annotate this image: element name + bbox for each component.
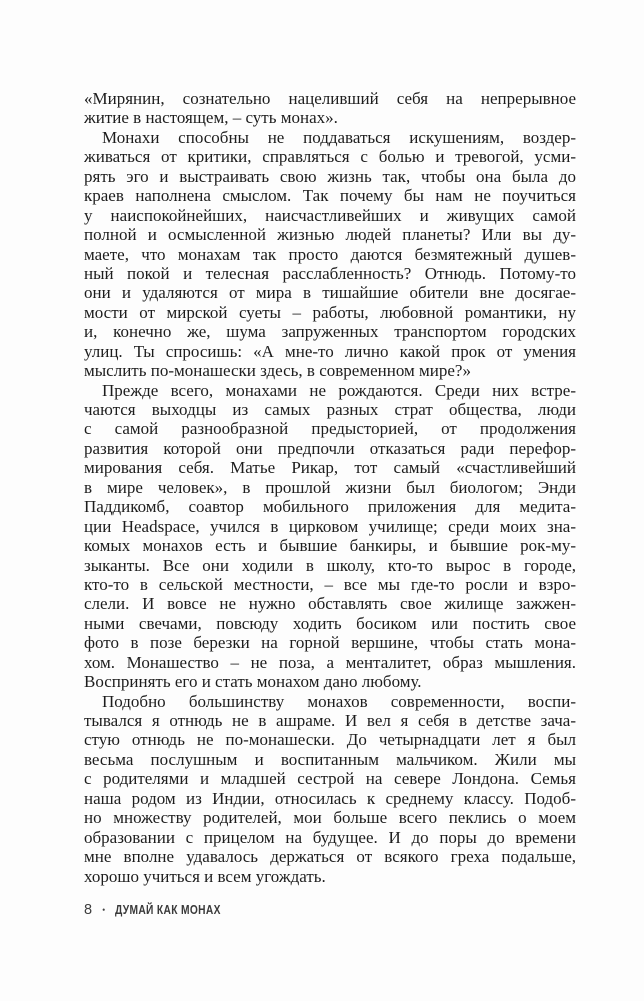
text-line: улиц. Ты спросишь: «А мне-то лично какой прок от умения: [84, 341, 576, 361]
text-line: весьма послушным и воспитанным мальчиком. Жили мы: [84, 749, 576, 769]
text-line: «Мирянин, сознательно нацеливший себя на непрерывное: [84, 89, 576, 108]
bullet-separator-icon: •: [102, 905, 106, 915]
text-line: полной и осмысленной жизнью людей планеты? Или вы ду-: [84, 225, 576, 245]
running-title: ДУМАЙ КАК МОНАХ: [115, 903, 222, 917]
text-line: но множеству родителей, мои больше всего пеклись о моем: [84, 808, 576, 828]
text-line: у наиспокойнейших, наисчастливейших и живущих самой: [84, 205, 576, 225]
text-line: стую отнюдь не по-монашески. До четырнадцати лет я был: [84, 730, 576, 750]
text-line: комых монахов есть и бывшие банкиры, и бывшие рок-му-: [84, 536, 576, 556]
body-text: [84, 89, 576, 886]
text-line: фото в позе березки на горной вершине, чтобы стать мона-: [84, 633, 576, 653]
text-line: с самой разнообразной предысторией, от продолжения: [84, 419, 576, 439]
text-line: в мире человек», в прошлой жизни был биологом; Энди: [84, 477, 576, 497]
text-line: и, конечно же, шума запруженных транспортом городских: [84, 322, 576, 342]
text-line: с родителями и младшей сестрой на севере Лондона. Семья: [84, 769, 576, 789]
text-line: житие в настоящем, – суть монах».: [84, 108, 338, 128]
paragraph: [84, 89, 576, 128]
text-line: зыканты. Все они ходили в школу, кто-то вырос в городе,: [84, 555, 576, 575]
text-line: ный покой и телесная расслабленность? Отнюдь. Потому-то: [84, 263, 576, 283]
text-line: Монахи способны не поддаваться искушениям, воздер-: [102, 127, 576, 147]
text-line: хом. Монашество – не поза, а менталитет, образ мышления.: [84, 652, 576, 672]
paragraph: [84, 381, 576, 692]
text-line: Подобно большинству монахов современности, воспи-: [102, 691, 576, 711]
text-line: мне вполне удавалось держаться от всякого греха подальше,: [84, 847, 576, 867]
text-line: кто-то в сельской местности, – все мы где-то росли и взро-: [84, 574, 576, 594]
page-footer: [84, 900, 244, 920]
text-line: живаться от критики, справляться с болью и тревогой, усми-: [84, 147, 576, 167]
text-line: Воспринять его и стать монахом дано любому.: [84, 672, 422, 692]
text-line: краев наполнена смыслом. Так почему бы нам не поучиться: [84, 186, 576, 206]
page-number: 8: [84, 902, 93, 918]
text-line: образовании с прицелом на будущее. И до поры до времени: [84, 827, 576, 847]
text-line: тывался я отнюдь не в ашраме. И вел я себя в детстве зача-: [84, 711, 576, 730]
text-line: Прежде всего, монахами не рождаются. Среди них встре-: [102, 380, 576, 400]
text-line: чаются выходцы из самых разных страт общества, люди: [84, 400, 576, 419]
text-line: мыслить по-монашески здесь, в современном мире?»: [84, 361, 471, 381]
paragraph: [84, 128, 576, 381]
text-line: наша родом из Индии, относилась к среднему классу. Подоб-: [84, 788, 576, 808]
text-line: рять эго и выстраивать свою жизнь так, чтобы она была до: [84, 166, 576, 186]
text-line: развития которой они предпочли отказаться ради перефор-: [84, 438, 576, 458]
text-line: ными свечами, повсюду ходить босиком или постить свое: [84, 613, 576, 633]
paragraph: [84, 692, 576, 886]
text-line: Паддикомб, соавтор мобильного приложения для медита-: [84, 497, 576, 517]
text-line: слели. И вовсе не нужно обставлять свое жилище зажжен-: [84, 594, 576, 614]
text-line: маете, что монахам так просто даются безмятежный душев-: [84, 244, 576, 264]
text-line: мирования себя. Матье Рикар, тот самый «счастливейший: [84, 458, 576, 478]
text-line: они и удаляются от мира в тишайшие обители вне досягае-: [84, 283, 576, 303]
text-line: мости от мирской суеты – работы, любовной романтики, ну: [84, 302, 576, 322]
text-line: хорошо учиться и всем угождать.: [84, 866, 326, 886]
text-line: ции Headspace, учился в цирковом училище; среди моих зна-: [84, 516, 576, 536]
